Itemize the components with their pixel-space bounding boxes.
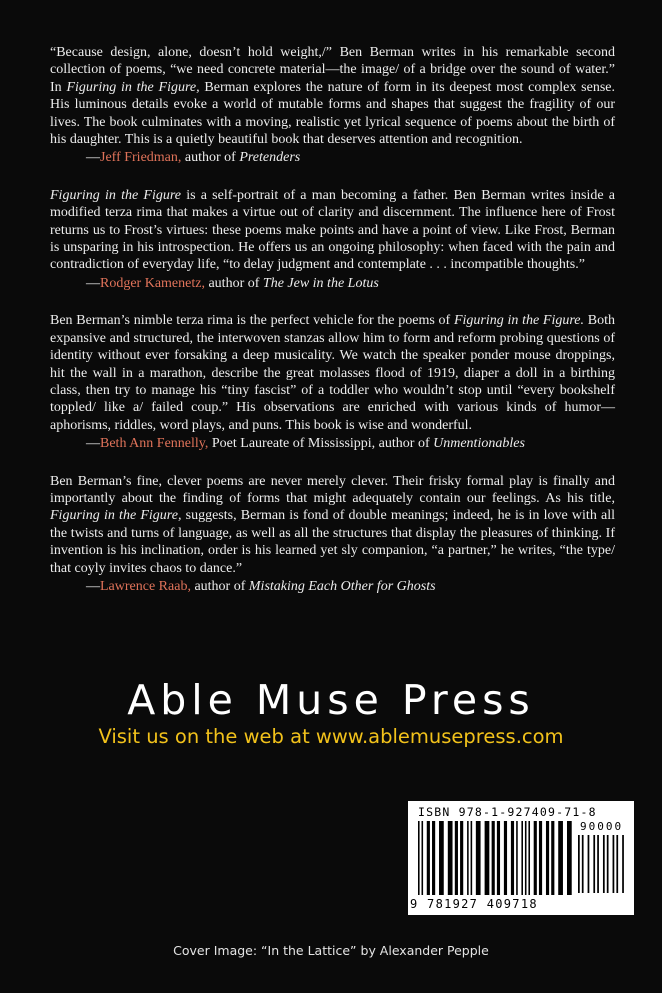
attribution-name: Jeff Friedman, [100, 150, 182, 166]
blurb [50, 44, 615, 167]
attribution-name: Rodger Kamenetz, [100, 275, 205, 291]
barcode-bar [432, 821, 435, 895]
barcode-bar [485, 821, 490, 895]
barcode-bar [603, 835, 605, 893]
blurb-text-segment: Both expansive and structured, the interwoven stanzas allow him to form and reform probing questions of identity without ever forsaking a deep musicality. We watch the speaker ponder mouse droppings, hit the wall in a marathon, describe the great molasses flood of 1919, diaper a doll in a birthing class, then try to manage his “tiny fascist” of a toddler who wouldn’t stop until “every bookshelf toppled/ like a/ failed coup.” His observations are enriched with various kinds of humor—aphorisms, riddles, word plays, and puns. This book is wise and wonderful. [50, 313, 615, 433]
blurb [50, 312, 615, 452]
barcode-bar [471, 821, 473, 895]
blurb-attribution [86, 435, 615, 452]
isbn-text: ISBN 978-1-927409-71-8 [418, 805, 597, 819]
blurb-text-segment: Ben Berman’s fine, clever poems are never merely clever. Their frisky formal play is finally and importantly about the finding of forms that might adequately contain our feelings. As his title, [50, 473, 615, 506]
addon-barcode-bars [578, 835, 626, 895]
barcode-bar [546, 821, 549, 895]
attribution-name: Beth Ann Fennelly, [100, 436, 209, 452]
barcode-bar [588, 835, 590, 893]
blurb-text-segment: Berman explores the nature of form in its deepest most complex sense. His luminous details evoke a world of mutable forms and shapes that suggest the fragility of our lives. The book culminates with a moving, realistic yet lyrical sequence of poems about the birth of his daughter. This is a quietly beautiful book that deserves attention and recognition. [50, 79, 615, 148]
barcode-bar [616, 835, 618, 893]
barcode-bar [534, 821, 537, 895]
attribution-dash: — [86, 436, 100, 452]
attribution-name: Lawrence Raab, [100, 578, 191, 594]
blurb [50, 473, 615, 596]
barcode-bar [558, 821, 563, 895]
blurb-attribution [86, 578, 615, 595]
attribution-dash: — [86, 275, 100, 291]
barcode-bar [528, 821, 530, 895]
barcode-bar [525, 821, 527, 895]
attribution-dash: — [86, 150, 100, 166]
barcode-bar [578, 835, 580, 893]
attribution-work-title: The Jew in the Lotus [262, 275, 379, 291]
attribution-credential: Poet Laureate of Mississippi, author of [208, 436, 434, 452]
book-title: Figuring in the Figure. [453, 313, 585, 329]
barcode-bar [492, 821, 495, 895]
blurb-text-segment: suggests, Berman is fond of double meanings; indeed, he is in love with all the twists and turns of language, as well as all the structures that display the pleasures of thinking. If invention is his inclination, order is his learned yet sly companion, “a partner,” he writes, “the type/ that coyly invites chaos to dance.” [50, 508, 616, 576]
website-line[interactable]: Visit us on the web at www.ablemusepress.com [98, 725, 564, 748]
ean-digits: 9 781927 409718 [410, 897, 538, 911]
attribution-credential: author of [181, 150, 240, 166]
book-title: Figuring in the Figure [50, 187, 181, 203]
barcode-bar [582, 835, 584, 893]
blurb-text [50, 473, 615, 577]
attribution-work-title: Pretenders [239, 150, 301, 166]
blurb-text-segment: “Because design, alone, doesn’t hold weight,/” Ben Berman writes in his remarkable second collection of poems, “we need concrete material—the image/ of a bridge over the sound of water.” In [50, 45, 615, 95]
barcode-bar [511, 821, 514, 895]
barcode-bar [460, 821, 463, 895]
barcode-bar [516, 821, 518, 895]
attribution-dash: — [86, 578, 100, 594]
blurbs-section [50, 44, 615, 615]
cover-image-credit: Cover Image: “In the Lattice” by Alexander Pepple [173, 943, 489, 958]
barcode-bar [427, 821, 430, 895]
blurb-attribution [86, 149, 615, 166]
barcode-bar [521, 821, 523, 895]
attribution-work-title: Unmentionables [433, 436, 525, 452]
barcode-bar [476, 821, 481, 895]
blurb-text-segment: is a self-portrait of a man becoming a father. Ben Berman writes inside a modified terza rima that makes a virtue out of clarity and discernment. The influence here of Frost returns us to Frost’s virtues: these poems make points and have a point of view. Like Frost, Berman is unsparing in his introspection. He offers us an ongoing philosophy: when faced with the pain and contradiction of everyday life, “to delay judgment and contemplate . . . incompatible thoughts.” [50, 187, 615, 273]
barcode-bar [613, 835, 615, 893]
barcode-bar [597, 835, 599, 893]
barcode-bar [567, 821, 572, 895]
blurb-attribution [86, 275, 615, 292]
barcode-bar [497, 821, 500, 895]
book-title: Figuring in the Figure, [50, 508, 182, 524]
barcode-bar [439, 821, 444, 895]
blurb-text [50, 44, 615, 148]
book-title: Figuring in the Figure, [66, 79, 200, 95]
blurb-text [50, 312, 615, 434]
attribution-credential: author of [190, 578, 249, 594]
barcode-bar [539, 821, 542, 895]
barcode-bar [622, 835, 624, 893]
barcode-bar [467, 821, 469, 895]
ean-barcode-bars [418, 821, 574, 899]
barcode-bar [551, 821, 554, 895]
attribution-credential: author of [204, 275, 263, 291]
attribution-work-title: Mistaking Each Other for Ghosts [248, 578, 436, 594]
isbn-barcode [408, 801, 634, 915]
publisher-name: Able Muse Press [127, 676, 535, 724]
barcode-bar [593, 835, 595, 893]
barcode-bar [448, 821, 453, 895]
blurb-text [50, 187, 615, 274]
barcode-bar [455, 821, 458, 895]
blurb-text-segment: Ben Berman’s nimble terza rima is the perfect vehicle for the poems of [50, 313, 454, 329]
barcode-bar [504, 821, 507, 895]
barcode-bar [422, 821, 424, 895]
addon-digits: 90000 [580, 820, 624, 833]
barcode-bar [418, 821, 420, 895]
blurb [50, 187, 615, 292]
barcode-bar [607, 835, 609, 893]
